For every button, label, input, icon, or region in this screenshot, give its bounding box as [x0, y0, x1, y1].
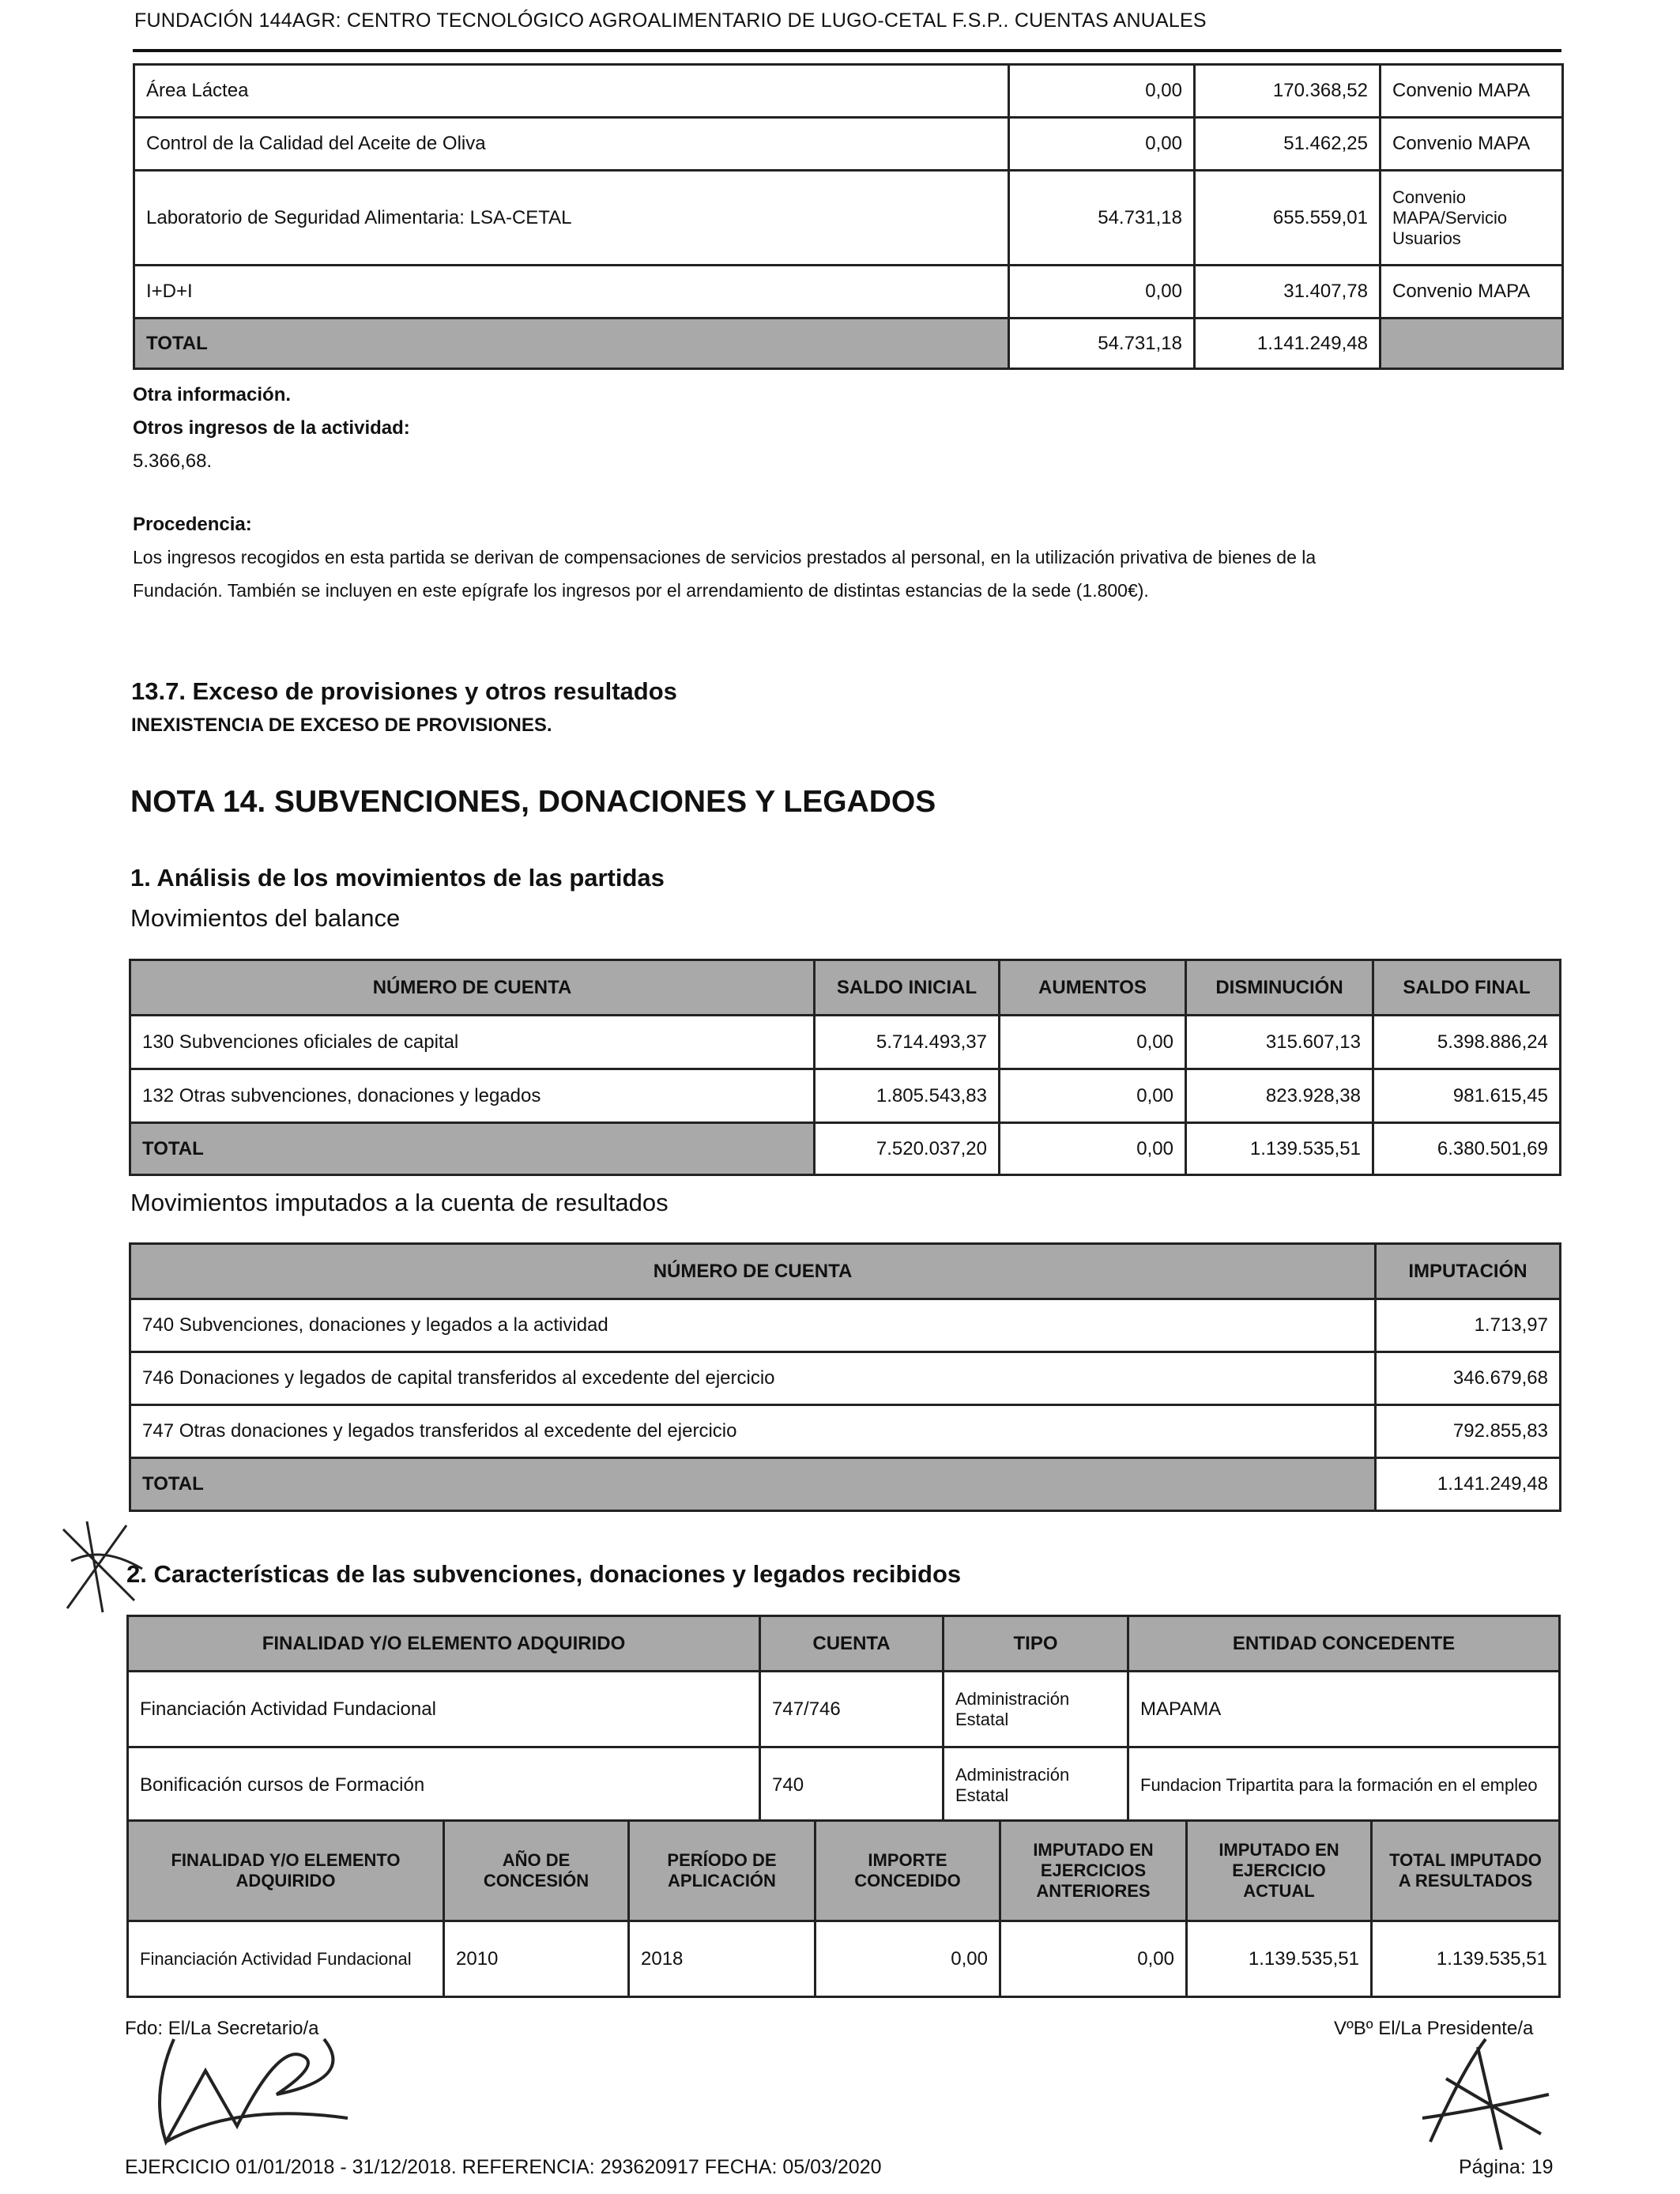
table-row	[134, 171, 1563, 266]
cuenta: 740	[760, 1747, 944, 1823]
activity-value-1: 0,00	[1009, 266, 1195, 319]
saldo-final: 981.615,45	[1373, 1069, 1561, 1123]
table-row	[128, 1672, 1560, 1747]
table-row	[130, 1352, 1561, 1405]
saldo-inicial-total: 7.520.037,20	[815, 1123, 1000, 1175]
activity-value-1: 0,00	[1009, 118, 1195, 171]
column-header: SALDO INICIAL	[815, 960, 1000, 1016]
table-header-row	[128, 1821, 1560, 1921]
account-name: 132 Otras subvenciones, donaciones y legados	[130, 1069, 815, 1123]
column-header: IMPORTE CONCEDIDO	[816, 1821, 1000, 1921]
table-header-row	[128, 1616, 1560, 1672]
page-number: Página: 19	[1459, 2156, 1554, 2178]
secretary-signature	[119, 2023, 387, 2162]
activity-source: Convenio MAPA	[1381, 118, 1563, 171]
results-imputation-table	[129, 1242, 1561, 1512]
activity-name: Control de la Calidad del Aceite de Oliva	[134, 118, 1009, 171]
imputacion-value: 346.679,68	[1376, 1352, 1561, 1405]
column-header: SALDO FINAL	[1373, 960, 1561, 1016]
column-header: AÑO DE CONCESIÓN	[444, 1821, 629, 1921]
table-row	[130, 1069, 1561, 1123]
imputacion-total: 1.141.249,48	[1376, 1458, 1561, 1511]
activity-value-2: 655.559,01	[1195, 171, 1381, 266]
tipo: Administración Estatal	[944, 1747, 1128, 1823]
total-imputado: 1.139.535,51	[1372, 1921, 1560, 1997]
finalidad: Financiación Actividad Fundacional	[128, 1672, 760, 1747]
activity-source: Convenio MAPA/Servicio Usuarios	[1381, 171, 1563, 266]
table-row	[130, 1405, 1561, 1458]
total-value-1: 54.731,18	[1009, 319, 1195, 369]
column-header: FINALIDAD Y/O ELEMENTO ADQUIRIDO	[128, 1616, 760, 1672]
saldo-inicial: 1.805.543,83	[815, 1069, 1000, 1123]
table-row	[128, 1747, 1560, 1823]
total-label: TOTAL	[130, 1123, 815, 1175]
imputacion-value: 1.713,97	[1376, 1299, 1561, 1352]
account-name: 130 Subvenciones oficiales de capital	[130, 1016, 815, 1069]
saldo-final: 5.398.886,24	[1373, 1016, 1561, 1069]
activity-source: Convenio MAPA	[1381, 266, 1563, 319]
column-header: AUMENTOS	[1000, 960, 1186, 1016]
nota-14-subsection-1-title: 1. Análisis de los movimientos de las partidas	[130, 864, 665, 892]
tipo: Administración Estatal	[944, 1672, 1128, 1747]
aumentos: 0,00	[1000, 1016, 1186, 1069]
other-income-value: 5.366,68.	[133, 450, 213, 472]
column-header: IMPUTADO EN EJERCICIOS ANTERIORES	[1000, 1821, 1187, 1921]
aumentos: 0,00	[1000, 1069, 1186, 1123]
footer-text: EJERCICIO 01/01/2018 - 31/12/2018. REFERENCIA: 293620917 FECHA: 05/03/2020	[125, 2156, 882, 2178]
activities-table	[133, 63, 1564, 370]
other-info-title: Otra información.	[133, 384, 292, 405]
total-label: TOTAL	[130, 1458, 1376, 1511]
column-header: DISMINUCIÓN	[1186, 960, 1373, 1016]
president-signature	[1414, 2023, 1557, 2162]
account-name: 746 Donaciones y legados de capital transferidos al excedente del ejercicio	[130, 1352, 1376, 1405]
finalidad: Bonificación cursos de Formación	[128, 1747, 760, 1823]
column-header: NÚMERO DE CUENTA	[130, 1244, 1376, 1299]
column-header: IMPUTADO EN EJERCICIO ACTUAL	[1187, 1821, 1372, 1921]
document-header: FUNDACIÓN 144AGR: CENTRO TECNOLÓGICO AGROALIMENTARIO DE LUGO-CETAL F.S.P.. CUENTAS ANUALES	[134, 9, 1207, 32]
president-signature-label: VºBº El/La Presidente/a	[1334, 2018, 1534, 2039]
table-row	[128, 1921, 1560, 1997]
total-value-2: 1.141.249,48	[1195, 319, 1381, 369]
cuenta: 747/746	[760, 1672, 944, 1747]
account-name: 740 Subvenciones, donaciones y legados a la actividad	[130, 1299, 1376, 1352]
table-header-row	[130, 960, 1561, 1016]
imputado-actual: 1.139.535,51	[1187, 1921, 1372, 1997]
section-13-7-text: INEXISTENCIA DE EXCESO DE PROVISIONES.	[131, 714, 552, 736]
activity-value-2: 51.462,25	[1195, 118, 1381, 171]
table-row	[134, 266, 1563, 319]
column-header: FINALIDAD Y/O ELEMENTO ADQUIRIDO	[128, 1821, 444, 1921]
activity-source: Convenio MAPA	[1381, 65, 1563, 118]
saldo-final-total: 6.380.501,69	[1373, 1123, 1561, 1175]
entidad-concedente: Fundacion Tripartita para la formación en el empleo	[1128, 1747, 1560, 1823]
secretary-signature-label: Fdo: El/La Secretario/a	[125, 2018, 319, 2039]
column-header: IMPUTACIÓN	[1376, 1244, 1561, 1299]
results-caption: Movimientos imputados a la cuenta de resultados	[130, 1189, 669, 1216]
total-empty-cell	[1381, 319, 1563, 369]
procedencia-label: Procedencia:	[133, 514, 252, 535]
column-header: PERÍODO DE APLICACIÓN	[629, 1821, 816, 1921]
disminucion: 823.928,38	[1186, 1069, 1373, 1123]
nota-14-title: NOTA 14. SUBVENCIONES, DONACIONES Y LEGADOS	[130, 785, 936, 819]
activity-value-1: 0,00	[1009, 65, 1195, 118]
initials-mark	[55, 1514, 150, 1620]
periodo-aplicacion: 2018	[629, 1921, 816, 1997]
table-row	[134, 65, 1563, 118]
total-row	[130, 1458, 1561, 1511]
importe-concedido: 0,00	[816, 1921, 1000, 1997]
total-label: TOTAL	[134, 319, 1009, 369]
procedencia-line-1: Los ingresos recogidos en esta partida se derivan de compensaciones de servicios prestados al personal, en la utilización privativa de bienes de la	[133, 547, 1317, 567]
column-header: TIPO	[944, 1616, 1128, 1672]
aumentos-total: 0,00	[1000, 1123, 1186, 1175]
activity-value-2: 170.368,52	[1195, 65, 1381, 118]
activity-name: I+D+I	[134, 266, 1009, 319]
disminucion: 315.607,13	[1186, 1016, 1373, 1069]
saldo-inicial: 5.714.493,37	[815, 1016, 1000, 1069]
activity-value-1: 54.731,18	[1009, 171, 1195, 266]
table-header-row	[130, 1244, 1561, 1299]
activity-name: Laboratorio de Seguridad Alimentaria: LSA-CETAL	[134, 171, 1009, 266]
table-row	[130, 1016, 1561, 1069]
ano-concesion: 2010	[444, 1921, 629, 1997]
imputacion-value: 792.855,83	[1376, 1405, 1561, 1458]
activity-name: Área Láctea	[134, 65, 1009, 118]
grant-detail-table	[126, 1819, 1561, 1998]
total-row	[130, 1123, 1561, 1175]
entidad-concedente: MAPAMA	[1128, 1672, 1560, 1747]
nota-14-subsection-2-title: 2. Características de las subvenciones, donaciones y legados recibidos	[126, 1560, 962, 1588]
procedencia-line-2: Fundación. También se incluyen en este epígrafe los ingresos por el arrendamiento de distintas estancias de la sede (1.800€).	[133, 580, 1149, 601]
characteristics-table	[126, 1615, 1561, 1824]
balance-caption: Movimientos del balance	[130, 904, 401, 932]
column-header: ENTIDAD CONCEDENTE	[1128, 1616, 1560, 1672]
other-income-subtitle: Otros ingresos de la actividad:	[133, 417, 410, 439]
table-row	[134, 118, 1563, 171]
header-rule	[133, 49, 1561, 52]
column-header: CUENTA	[760, 1616, 944, 1672]
balance-movements-table	[129, 959, 1561, 1176]
imputado-anteriores: 0,00	[1000, 1921, 1187, 1997]
activity-value-2: 31.407,78	[1195, 266, 1381, 319]
column-header: NÚMERO DE CUENTA	[130, 960, 815, 1016]
finalidad: Financiación Actividad Fundacional	[128, 1921, 444, 1997]
column-header: TOTAL IMPUTADO A RESULTADOS	[1372, 1821, 1560, 1921]
disminucion-total: 1.139.535,51	[1186, 1123, 1373, 1175]
total-row	[134, 319, 1563, 369]
account-name: 747 Otras donaciones y legados transferidos al excedente del ejercicio	[130, 1405, 1376, 1458]
section-13-7-title: 13.7. Exceso de provisiones y otros resultados	[131, 677, 677, 705]
table-row	[130, 1299, 1561, 1352]
